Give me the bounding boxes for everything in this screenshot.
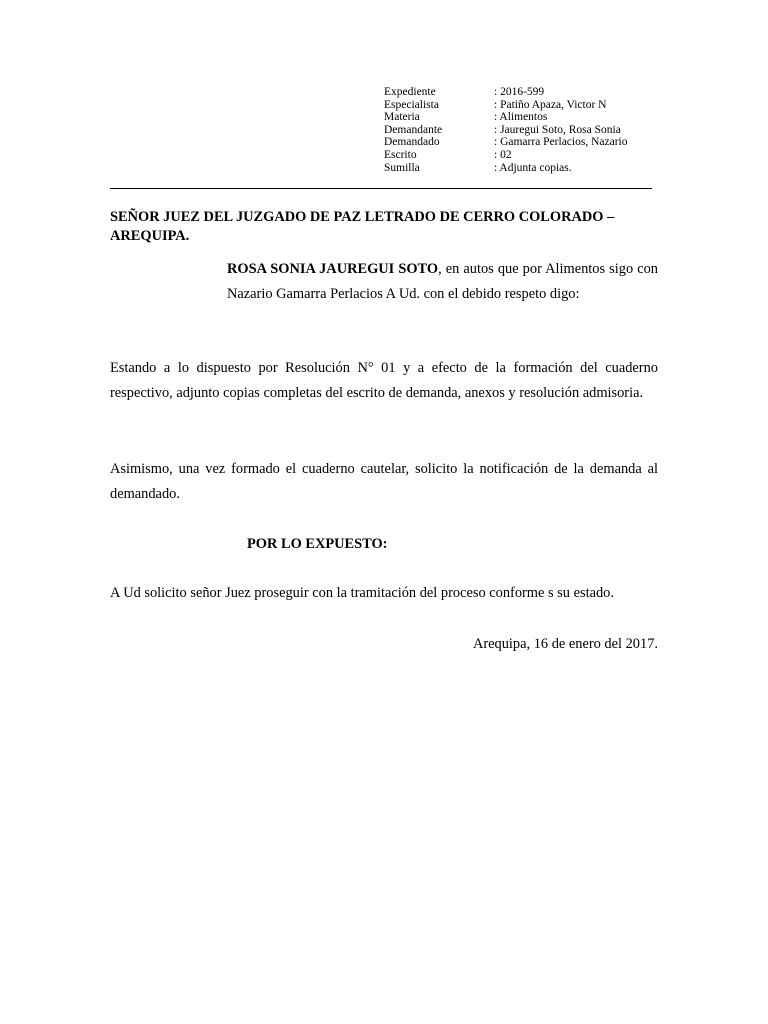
body-paragraph-3: A Ud solicito señor Juez proseguir con la tramitación del proceso conforme s su estado. bbox=[110, 585, 614, 601]
header-row-demandante bbox=[384, 124, 627, 137]
header-label: Materia bbox=[384, 111, 420, 124]
intro-paragraph bbox=[227, 257, 658, 307]
header-value: : 2016-599 bbox=[494, 86, 545, 98]
header-label: Demandante bbox=[384, 123, 443, 136]
header-value: : Alimentos bbox=[494, 111, 548, 124]
header-label: Sumilla bbox=[384, 161, 420, 174]
petitioner-name: ROSA SONIA JAUREGUI SOTO bbox=[227, 261, 439, 277]
intro-text: , en autos que por Alimentos sigo con Nazario Gamarra Perlacios A Ud. con el debido respeto digo: bbox=[227, 261, 659, 302]
case-header bbox=[384, 86, 627, 174]
body-paragraph-2: Asimismo, una vez formado el cuaderno cautelar, solicito la notificación de la demanda al demandado. bbox=[110, 461, 658, 502]
header-row-materia bbox=[384, 111, 627, 124]
date-line: Arequipa, 16 de enero del 2017. bbox=[472, 636, 658, 652]
header-row-expediente bbox=[384, 86, 627, 99]
header-row-escrito bbox=[384, 149, 627, 162]
header-label: Demandado bbox=[384, 136, 440, 149]
header-value: : Jauregui Soto, Rosa Sonia bbox=[494, 123, 621, 136]
header-label: Escrito bbox=[384, 148, 417, 161]
header-row-especialista bbox=[384, 99, 627, 112]
header-row-demandado bbox=[384, 136, 627, 149]
header-divider bbox=[110, 188, 652, 189]
header-row-sumilla bbox=[384, 162, 627, 175]
body-paragraph-1: Estando a lo dispuesto por Resolución N° 01 y a efecto de la formación del cuaderno respectivo, adjunto copias completas del escrito de demanda, anexos y resolución admisoria. bbox=[110, 360, 658, 401]
header-value: : Gamarra Perlacios, Nazario bbox=[494, 136, 628, 149]
closing-heading: POR LO EXPUESTO: bbox=[247, 536, 388, 552]
header-value: : 02 bbox=[494, 148, 512, 161]
addressee-heading: SEÑOR JUEZ DEL JUZGADO DE PAZ LETRADO DE CERRO COLORADO – AREQUIPA. bbox=[110, 209, 615, 244]
header-label: Especialista bbox=[384, 98, 439, 111]
header-value: : Adjunta copias. bbox=[494, 161, 572, 174]
header-value: : Patiño Apaza, Victor N bbox=[494, 98, 607, 111]
header-label: Expediente bbox=[384, 86, 436, 98]
